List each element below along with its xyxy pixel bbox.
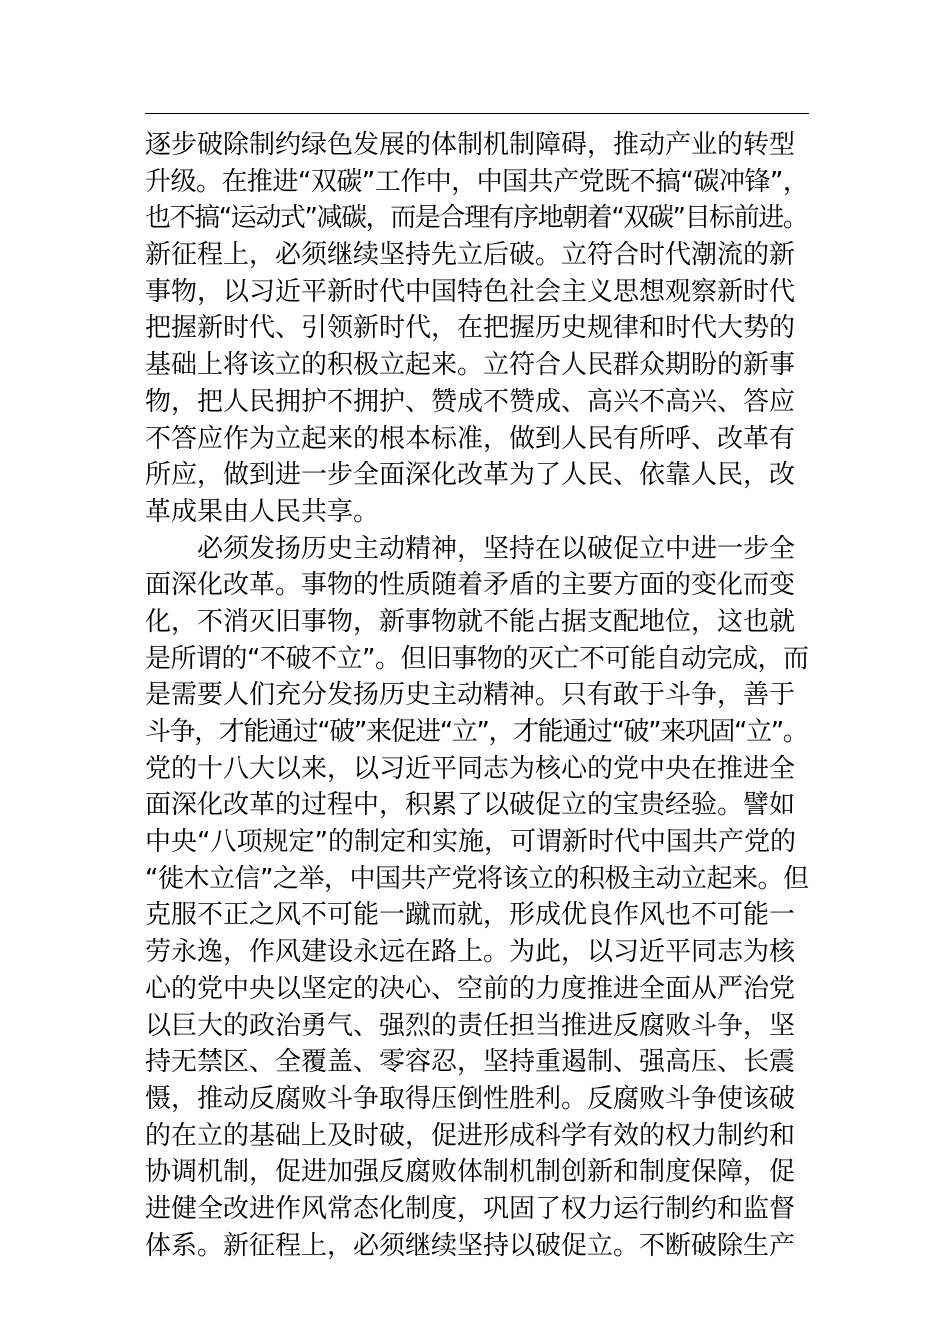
text-line: 克服不正之风不可能一蹴而就，形成优良作风也不可能一 <box>145 900 796 931</box>
text-line: 面深化改革。事物的性质随着矛盾的主要方面的变化而变 <box>145 570 796 601</box>
text-line: 以巨大的政治勇气、强烈的责任担当推进反腐败斗争，坚 <box>145 1010 796 1041</box>
text-line: 所应，做到进一步全面深化改革为了人民、依靠人民，改 <box>145 460 796 491</box>
text-line: 进健全改进作风常态化制度，巩固了权力运行制约和监督 <box>145 1193 796 1224</box>
text-line: “徙木立信”之举，中国共产党将该立的积极主动立起来。但 <box>145 863 809 894</box>
text-line: 新征程上，必须继续坚持先立后破。立符合时代潮流的新 <box>145 240 796 271</box>
document-body <box>145 127 809 1264</box>
text-line: 心的党中央以坚定的决心、空前的力度推进全面从严治党 <box>145 973 796 1004</box>
text-line: 把握新时代、引领新时代，在把握历史规律和时代大势的 <box>145 313 796 344</box>
text-line: 化，不消灭旧事物，新事物就不能占据支配地位，这也就 <box>145 606 796 637</box>
text-line: 协调机制，促进加强反腐败体制机制创新和制度保障，促 <box>145 1157 796 1188</box>
text-line: 事物，以习近平新时代中国特色社会主义思想观察新时代 <box>145 276 796 307</box>
text-line: 是所谓的“不破不立”。但旧事物的灭亡不可能自动完成，而 <box>145 643 809 674</box>
text-line: 中央“八项规定”的制定和实施，可谓新时代中国共产党的 <box>145 827 796 858</box>
text-line: 的在立的基础上及时破，促进形成科学有效的权力制约和 <box>145 1120 796 1151</box>
text-line: 物，把人民拥护不拥护、赞成不赞成、高兴不高兴、答应 <box>145 386 796 417</box>
text-line: 是需要人们充分发扬历史主动精神。只有敢于斗争，善于 <box>145 680 796 711</box>
text-line: 党的十八大以来，以习近平同志为核心的党中央在推进全 <box>145 753 796 784</box>
text-line: 基础上将该立的积极立起来。立符合人民群众期盼的新事 <box>145 350 796 381</box>
text-line: 也不搞“运动式”减碳，而是合理有序地朝着“双碳”目标前进。 <box>145 203 808 234</box>
text-line: 劳永逸，作风建设永远在路上。为此，以习近平同志为核 <box>145 937 796 968</box>
text-line: 面深化改革的过程中，积累了以破促立的宝贵经验。譬如 <box>145 790 796 821</box>
text-line: 升级。在推进“双碳”工作中，中国共产党既不搞“碳冲锋”， <box>145 166 809 197</box>
text-line: 逐步破除制约绿色发展的体制机制障碍，推动产业的转型 <box>145 130 796 160</box>
text-line: 斗争，才能通过“破”来促进“立”，才能通过“破”来巩固“立”。 <box>145 717 808 747</box>
text-line: 革成果由人民共享。 <box>145 496 380 527</box>
text-line: 体系。新征程上，必须继续坚持以破促立。不断破除生产 <box>145 1230 796 1261</box>
text-line: 持无禁区、全覆盖、零容忍，坚持重遏制、强高压、长震 <box>145 1047 796 1078</box>
paragraph-start-line: 必须发扬历史主动精神，坚持在以破促立中进一步全 <box>197 533 796 564</box>
header-rule <box>145 113 809 114</box>
text-line: 不答应作为立起来的根本标准，做到人民有所呼、改革有 <box>145 423 796 454</box>
text-line: 慑，推动反腐败斗争取得压倒性胜利。反腐败斗争使该破 <box>145 1083 796 1114</box>
